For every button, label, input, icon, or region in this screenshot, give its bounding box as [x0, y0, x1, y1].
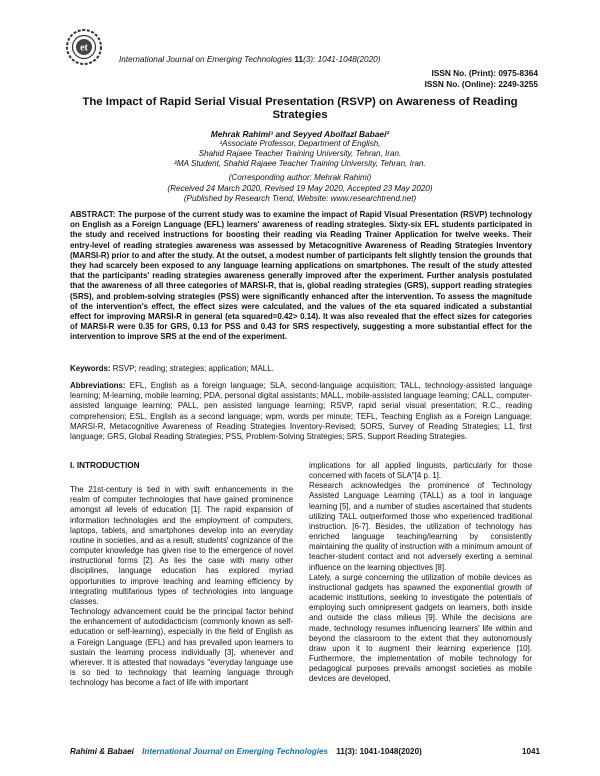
journal-logo-icon: [64, 28, 104, 66]
keywords: [70, 364, 532, 374]
issn-online: ISSN No. (Online): 2249-3255: [424, 79, 538, 89]
left-column: [70, 461, 293, 688]
abbreviations-text: EFL, English as a foreign language; SLA, second-language acquisition; TALL, technology-assisted language learning; M-learning, mobile learning; PDA, personal digital assistants; MALL, mobile-assisted language learning; CALL, computer-assisted language learning; PALL, pen assisted language learning; RSVP, rapid serial visual presentation; R.C., reading comprehension; ESL, English as a second language; wpm, words per minute; TEFL, Teaching English as a Foreign Language; MARSI-R, Metacognitive Awareness of Reading Strategies Inventory-Revised; SORS, Survey of Reading Strategies; L1, first language; GRS, Global Reading Strategies; PSS, Problem-Solving Strategies; SRS, Support Reading Strategies.: [70, 381, 532, 442]
page-number: 1041: [521, 747, 540, 756]
intro-paragraph-2: Technology advancement could be the principal factor behind the enhancement of autodidacticism (commonly known as self-education or self-learning), especially in the field of English as a Foreign Language (EFL) and has prevailed upon learners to sustain the learning process individually [3], whenever and wherever. It is attested that nowadays "everyday language use is so tied to technology that learning language through technology has become a fact of life with important: [70, 607, 293, 688]
intro-paragraph-5: Lately, a surge concerning the utilization of mobile devices as instructional gadgets has spawned the exponential growth of academic institutions, seeking to investigate the potentials of employing such omnipresent gadgets on learners, both inside and outside the class milieus [9]. While the decisions are made, technology resumes influencing learners' life within and beyond the classroom to the extent that they autonomously draw upon it to augment their learning experience [10]. Furthermore, the implementation of mobile technology for pedagogical purposes prevails amongst societies as mobile devices are developed,: [309, 572, 532, 684]
affiliation-1: ¹Associate Professor, Department of English,: [219, 139, 381, 148]
footer-issue: 11(3): 1041-1048(2020): [336, 747, 422, 756]
corresponding-author: (Corresponding author: Mehrak Rahimi): [228, 173, 372, 182]
journal-issue-pages: (3): 1041-1048(2020): [303, 55, 381, 64]
publisher-line: (Published by Research Trend, Website: www.researchtrend.net): [183, 194, 417, 203]
intro-paragraph-3: implications for all applied linguists, particularly for those concerned with facets of SLA"[4 p. 1].: [309, 461, 532, 481]
article-title: The Impact of Rapid Serial Visual Presentation (RSVP) on Awareness of Reading Strategies: [82, 96, 518, 121]
journal-name: International Journal on Emerging Technologies: [119, 55, 293, 64]
keywords-text: RSVP; reading; strategies; application; MALL.: [110, 364, 274, 373]
journal-volume: 11: [294, 55, 304, 64]
affiliation-3: ²MA Student, Shahid Rajaee Teacher Training University, Tehran, Iran.: [174, 159, 426, 168]
footer-journal: International Journal on Emerging Technologies: [142, 747, 329, 756]
received-dates: (Received 24 March 2020, Revised 19 May 2020, Accepted 23 May 2020): [167, 183, 433, 193]
journal-citation-line: [119, 55, 380, 64]
section-heading-introduction: I. INTRODUCTION: [70, 461, 140, 470]
keywords-label: Keywords:: [70, 364, 111, 373]
article-authors: Mehrak Rahimi¹ and Seyyed Abolfazl Babaei²: [210, 129, 390, 139]
footer-authors: Rahimi & Babaei: [70, 747, 134, 756]
abbreviations: [70, 381, 532, 442]
correspondence-block: [60, 173, 540, 205]
right-column: [309, 461, 532, 684]
intro-paragraph-4: Research acknowledges the prominence of Technology Assisted Language Learning (TALL) as a tool in language learning [5], and a number of studies ascertained that students utilizing TALL outperformed those who experienced traditional instruction. [6-7]. Besides, the utilization of technology has enriched language teaching/learning by consistently maintaining the quality of instruction with a minimum amount of teacher-student contact and not adversely exerting a seminal influence on the learning objectives [8].: [309, 481, 532, 572]
intro-paragraph-1: The 21st-century is tied in with swift enhancements in the realm of computer technologies that have gained prominence amongst all levels of education [1]. The rapid expansion of information technologies and the employment of computers, laptops, tablets, and smartphones develop into an everyday routine in societies, and as a result, students' cognizance of the computer knowledge has given rise to the emergence of novel instructional forms [2]. As lies the case with many other disciplines, language education has explored myriad opportunities to improve teaching and learning efficiency by integrating multifarious types of technologies into language classes.: [70, 485, 293, 606]
page-footer: [70, 747, 540, 756]
svg-text:et: et: [80, 42, 88, 54]
issn-print: ISSN No. (Print): 0975-8364: [431, 68, 538, 78]
journal-header: [62, 28, 542, 68]
affiliation-2: Shahid Rajaee Teacher Training University, Tehran, Iran.: [198, 149, 402, 158]
abbreviations-label: Abbreviations:: [70, 381, 126, 390]
abstract: ABSTRACT: The purpose of the current study was to examine the impact of Rapid Visual Presentation (RSVP) technology on English as a Foreign Language (EFL) learners' awareness of reading strategies. Sixty-six EFL students participated in the study and received instructions for boosting their reading via Reading Trainer Application for twelve weeks. Their entry-level of reading strategies awareness was assessed by Metacognitive Awareness of Reading Strategies Inventory (MARSI-R) prior to and after the study. At the outset, a modest number of participants felt slightly tension the grounds that they had scarcely been exposed to any language learning applications on smartphones. The result of the study attested that the participants' reading strategies awareness generally improved after the experiment. Further analysis postulated that the awareness of all three categories of MARSI-R, that is, global reading strategies (GRS), support reading strategies (SRS), and problem-solving strategies (PSS) were significantly enhanced after the intervention. To assess the magnitude of the intervention's effect, the effect sizes were calculated, and the values of the eta squared indicated a substantial effect for improving MARSI-R in general (eta squared=0.42> 0.14). It was also revealed that the effect sizes for categories of MARSI-R were 0.35 for GRS, 0.13 for PSS and 0.43 for SRS respectively, suggesting a more substantial effect for the intervention to improve SRS at the end of the experiment.: [70, 210, 532, 342]
